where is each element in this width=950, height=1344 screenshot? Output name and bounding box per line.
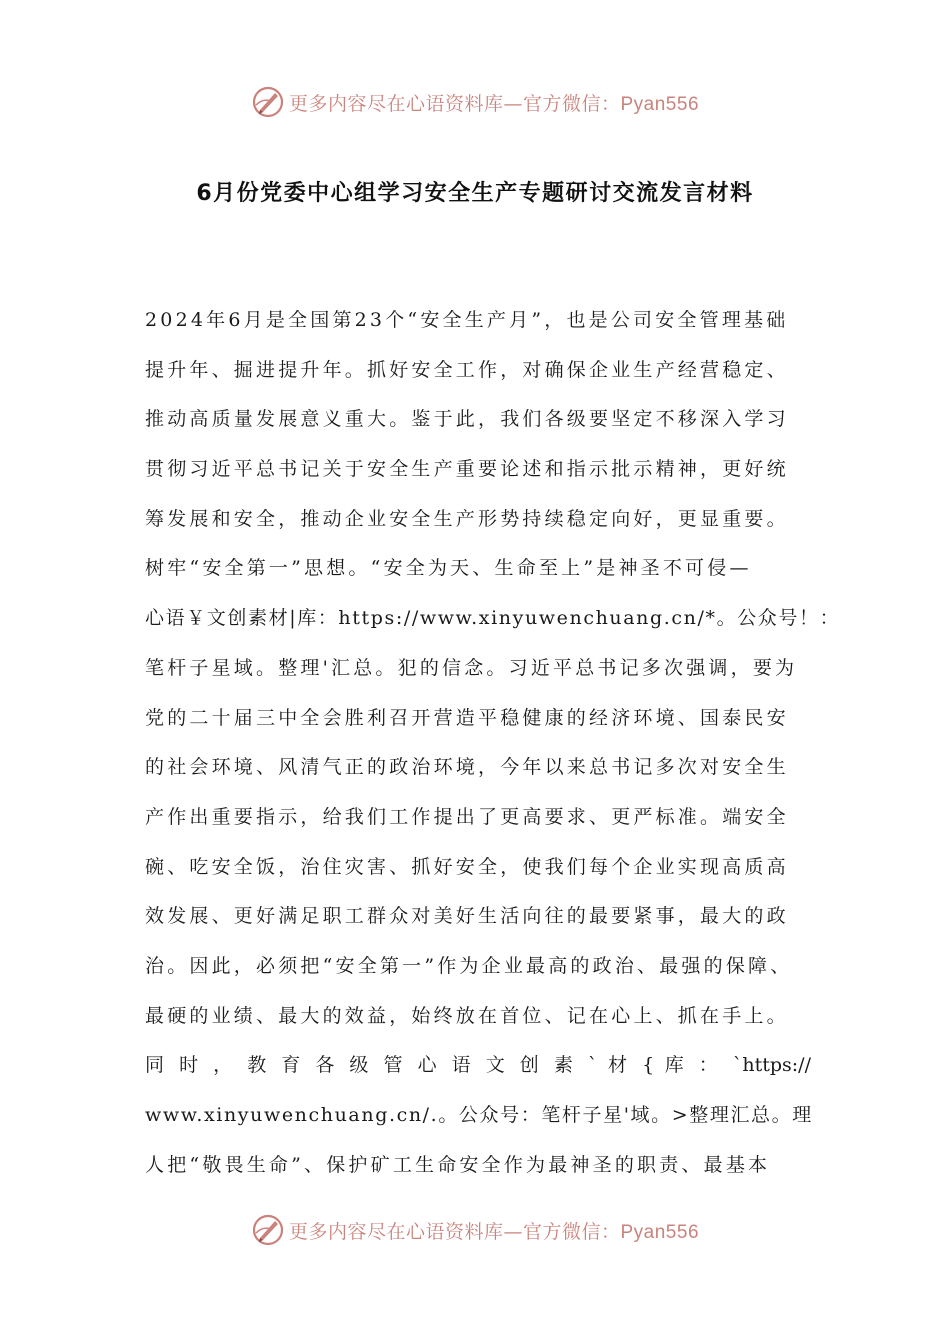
body-line: 推动高质量发展意义重大。鉴于此，我们各级要坚定不移深入学习 <box>145 408 789 431</box>
body-line: 笔杆子星域。整理'汇总。犯的信念。习近平总书记多次强调，要为 <box>145 656 798 679</box>
banner-text-cn: 更多内容尽在心语资料库—官方微信： <box>288 1220 621 1243</box>
body-line: www.xinyuwenchuang.cn/.。公众号：笔杆子星'域。>整理汇总。理 <box>145 1104 813 1126</box>
body-line: 贯彻习近平总书记关于安全生产重要论述和指示批示精神，更好统 <box>145 458 789 481</box>
body-line: 产作出重要指示，给我们工作提出了更高要求、更严标准。端安全 <box>145 805 789 828</box>
banner-wechat-id: Pyan556 <box>620 93 700 115</box>
body-line: 的社会环境、风清气正的政治环境，今年以来总书记多次对安全生 <box>145 756 789 779</box>
banner-wechat-id: Pyan556 <box>620 1221 700 1243</box>
pen-logo-icon <box>251 1213 285 1247</box>
body-line: 提升年、掘进提升年。抓好安全工作，对确保企业生产经营稳定、 <box>145 358 789 381</box>
body-line: 最硬的业绩、最大的效益，始终放在首位、记在心上、抓在手上。 <box>145 1004 789 1027</box>
banner-text <box>289 89 699 116</box>
body-line: 心语￥文创素材|库：https://www.xinyuwenchuang.cn/*。公众号！： <box>145 607 841 630</box>
body-line: 效发展、更好满足职工群众对美好生活向往的最要紧事，最大的政 <box>145 905 789 928</box>
body-line: 2024年6月是全国第23个“安全生产月”，也是公司安全管理基础 <box>145 309 789 331</box>
document-body <box>145 296 841 1190</box>
pen-logo-icon <box>251 85 285 119</box>
document-title: 6月份党委中心组学习安全生产专题研讨交流发言材料 <box>196 181 754 206</box>
footer-banner <box>0 1210 950 1250</box>
banner-text <box>289 1217 699 1244</box>
banner-text-cn: 更多内容尽在心语资料库—官方微信： <box>288 92 621 115</box>
body-line: 树牢“安全第一”思想。“安全为天、生命至上”是神圣不可侵— <box>145 557 752 580</box>
body-line: 同 时 ， 教 育 各 级 管 心 语 文 创 素 ` 材 { 库 ： `https:// <box>145 1054 811 1077</box>
header-banner <box>0 82 950 122</box>
body-line: 治。因此，必须把“安全第一”作为企业最高的政治、最强的保障、 <box>145 954 793 977</box>
body-line: 筹发展和安全，推动企业安全生产形势持续稳定向好，更显重要。 <box>145 507 789 530</box>
body-line: 党的二十届三中全会胜利召开营造平稳健康的经济环境、国泰民安 <box>145 706 789 729</box>
body-line: 碗、吃安全饭，治住灾害、抓好安全，使我们每个企业实现高质高 <box>145 855 789 878</box>
body-line: 人把“敬畏生命”、保护矿工生命安全作为最神圣的职责、最基本 <box>145 1153 771 1176</box>
